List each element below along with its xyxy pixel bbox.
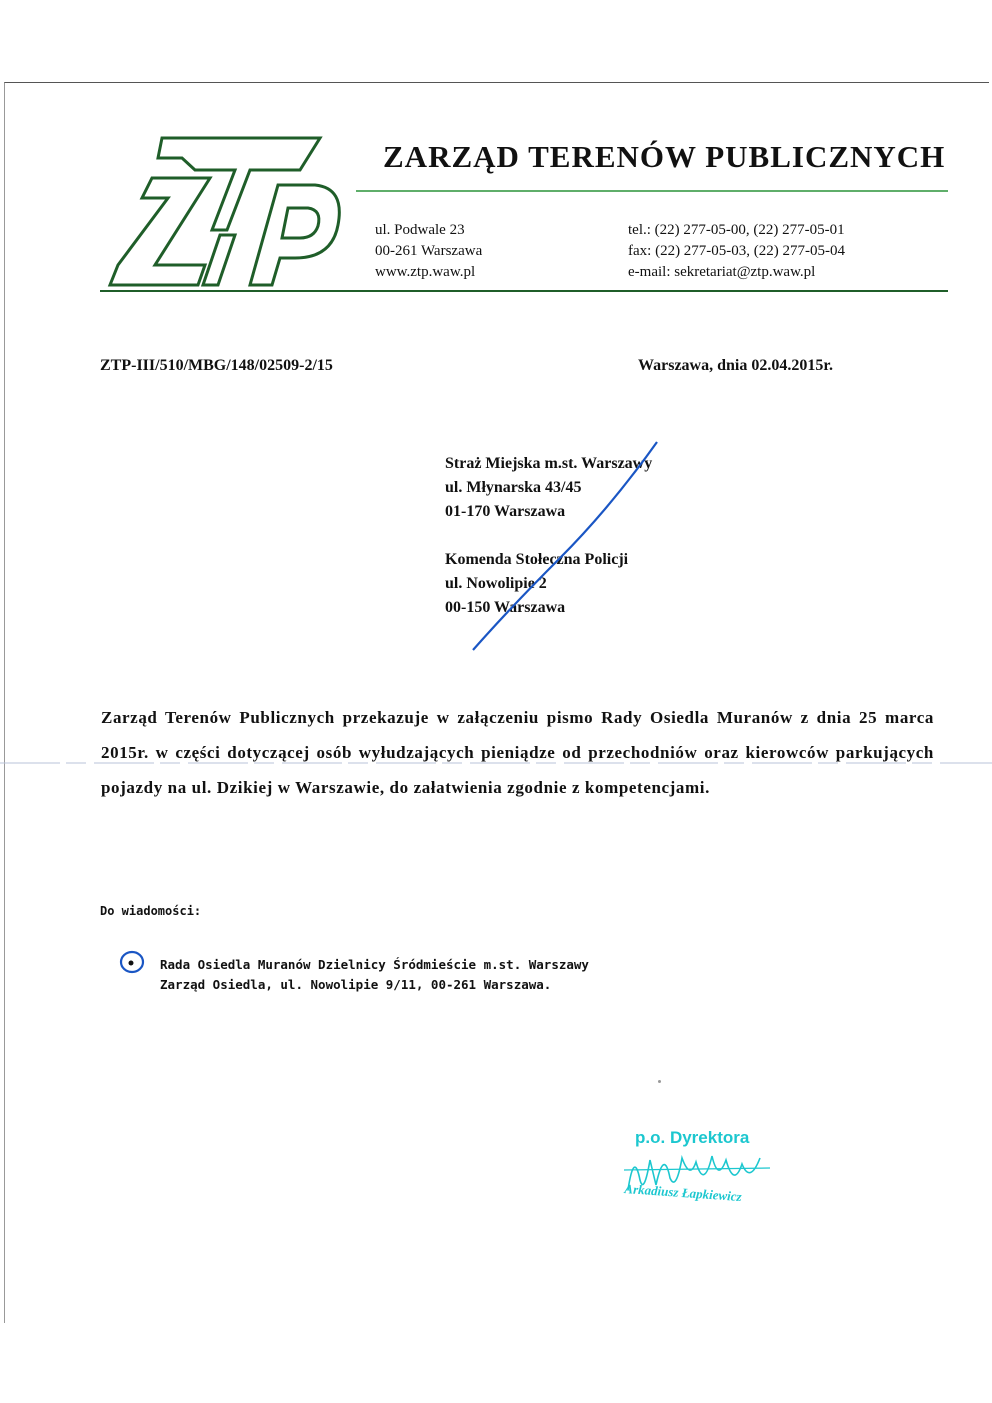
recipient-name: Straż Miejska m.st. Warszawy [445, 455, 653, 472]
organization-name: ZARZĄD TERENÓW PUBLICZNYCH [383, 139, 946, 174]
contact-email[interactable]: e-mail: sekretariat@ztp.waw.pl [628, 264, 816, 280]
cc-recipient [160, 955, 589, 995]
recipient-street: ul. Młynarska 43/45 [445, 479, 582, 496]
ztp-logo [100, 130, 350, 295]
recipient-city: 01-170 Warszawa [445, 503, 566, 520]
signature-title: p.o. Dyrektora [635, 1128, 750, 1147]
recipient-name: Komenda Stołeczna Policji [445, 551, 629, 568]
signature-name: Arkadiusz Łapkiewicz [623, 1181, 743, 1205]
cc-line: Rada Osiedla Muranów Dzielnicy Śródmieście m.st. Warszawy [160, 957, 589, 972]
scan-speck [658, 1080, 661, 1083]
contact-tel: tel.: (22) 277-05-00, (22) 277-05-01 [628, 222, 845, 238]
recipient-city: 00-150 Warszawa [445, 599, 566, 616]
ink-circle-mark [118, 947, 154, 977]
date-line: Warszawa, dnia 02.04.2015r. [638, 357, 833, 374]
address-street: ul. Podwale 23 [375, 222, 465, 238]
address-city: 00-261 Warszawa [375, 243, 483, 259]
letter-body: Zarząd Terenów Publicznych przekazuje w załączeniu pismo Rady Osiedla Muranów z dnia 25 marca 2015r. w części dotyczącej osób wyłudzających pieniądze od przechodniów oraz kierowców parkujących pojazdy na ul. Dzikiej w Warszawie, do załatwienia zgodnie z kompetencjami. [101, 708, 934, 797]
cc-line: Zarząd Osiedla, ul. Nowolipie 9/11, 00-261 Warszawa. [160, 977, 552, 992]
address-website[interactable]: www.ztp.waw.pl [375, 264, 476, 280]
scan-artifact-line [0, 762, 992, 764]
header-rule-top [356, 190, 948, 192]
address-block [375, 220, 482, 283]
ink-strikethrough [460, 438, 680, 653]
contact-fax: fax: (22) 277-05-03, (22) 277-05-04 [628, 243, 846, 259]
contact-block [628, 220, 845, 283]
header-rule-bottom [100, 290, 948, 292]
reference-number: ZTP-III/510/MBG/148/02509-2/15 [100, 357, 333, 374]
recipient-street: ul. Nowolipie 2 [445, 575, 547, 592]
cc-label: Do wiadomości: [100, 904, 202, 918]
